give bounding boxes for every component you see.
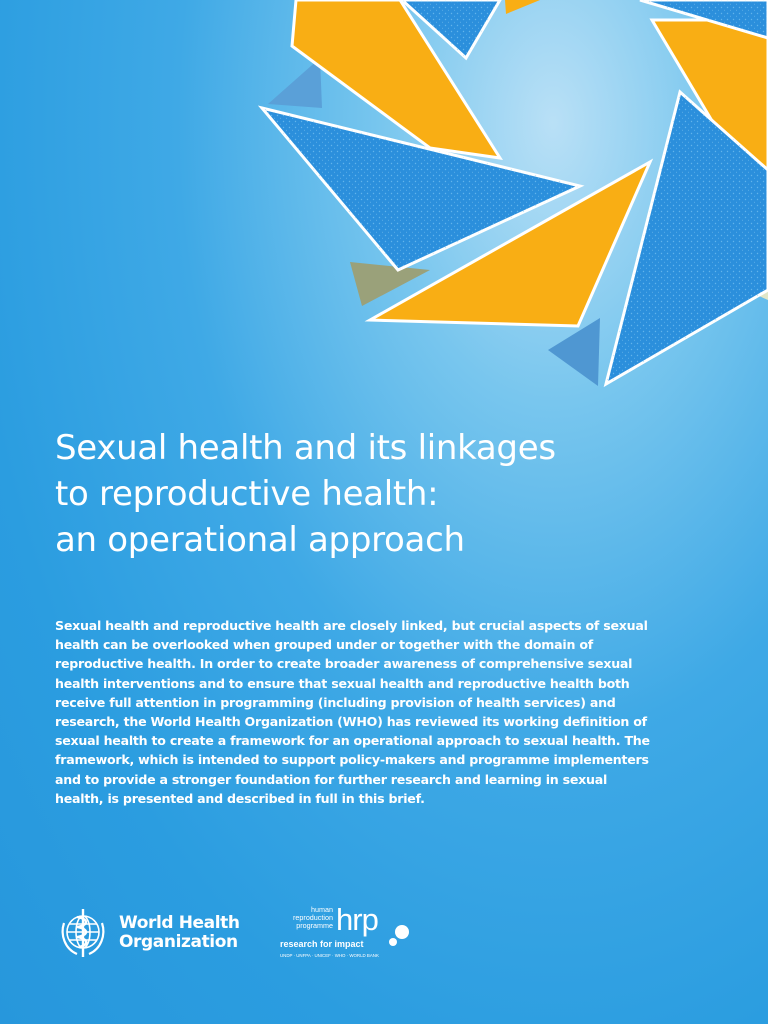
intro-line: and to provide a stronger foundation for further research and learning in sexual [55,771,608,787]
intro-line: receive full attention in programming (including provision of health services) and [55,694,616,710]
hrp-small-line: human [311,905,333,914]
intro-line: Sexual health and reproductive health are closely linked, but crucial aspects of sexual [55,618,648,633]
hrp-logo [278,898,418,968]
hrp-tagline: research for impact [280,939,364,949]
hrp-wordmark: hrp [336,902,378,937]
artwork-shard-edge [268,58,322,108]
artwork-shard-edge [548,318,600,386]
cover-geometric-artwork [0,0,768,400]
intro-line: reproductive health. In order to create broader awareness of comprehensive sexual [55,656,633,672]
intro-line: sexual health to create a framework for an operational approach to sexual health. The [55,733,650,749]
intro-line: research, the World Health Organization (WHO) has reviewed its working definition of [55,714,647,730]
who-name-line: World Health [119,913,240,933]
hrp-dot-small [389,938,397,946]
intro-line: health, is presented and described in full in this brief. [55,790,425,806]
document-title [55,425,735,563]
who-emblem-icon [55,905,111,961]
hrp-partners: UNDP · UNFPA · UNICEF · WHO · WORLD BANK [280,953,379,958]
intro-line: framework, which is intended to support policy-makers and programme implementers [55,752,649,768]
artwork-shard-orange [505,0,540,14]
intro-line: health interventions and to ensure that sexual health and reproductive health both [55,675,630,691]
title-line: to reproductive health: [55,474,439,514]
hrp-small-line: reproduction [293,913,333,922]
who-logo [55,905,240,961]
intro-line: health can be overlooked when grouped under or together with the domain of [55,637,593,653]
title-line: an operational approach [55,520,465,560]
who-name-line: Organization [119,932,238,952]
who-name [119,914,240,952]
hrp-dot-large [395,925,409,939]
intro-paragraph [55,616,705,808]
title-line: Sexual health and its linkages [55,428,556,468]
hrp-small-line: programme [296,921,333,930]
